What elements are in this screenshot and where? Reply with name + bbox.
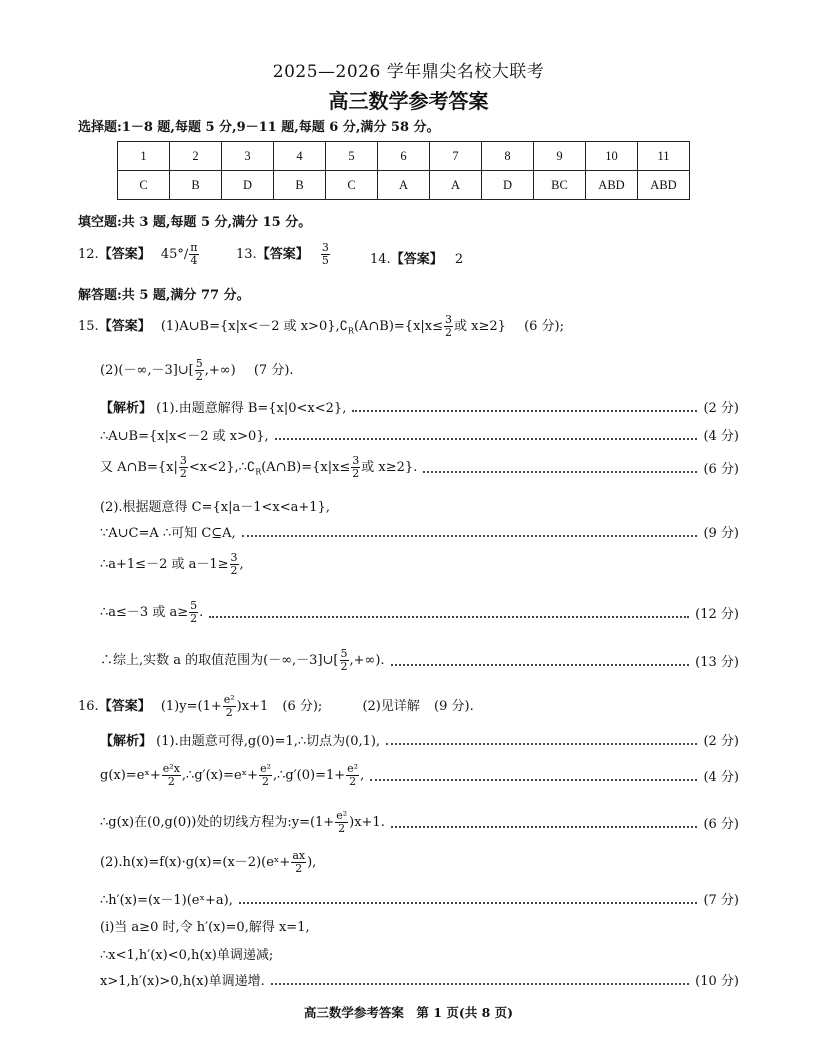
table-cell: 3 — [222, 142, 274, 171]
numerator: e² — [223, 693, 235, 706]
table-cell: 10 — [586, 142, 638, 171]
step-text: ∴h′(x)=(x－1)(eˣ+a), — [100, 893, 233, 908]
denominator: 2 — [230, 564, 238, 577]
table-row-answers — [118, 171, 690, 200]
numerator: 3 — [230, 551, 238, 564]
step-score: (12 分) — [695, 607, 739, 622]
q13-answer — [236, 242, 331, 267]
numerator: e²x — [162, 762, 180, 775]
leader-dots — [386, 743, 697, 745]
leader-dots — [423, 471, 697, 473]
score: (7 分). — [253, 363, 294, 378]
denominator: 2 — [445, 326, 453, 339]
expr: (2)(－∞,－3]∪[ — [100, 363, 194, 378]
fraction — [444, 314, 453, 339]
fraction — [259, 763, 272, 788]
expr: 又 A∩B={x| — [100, 460, 178, 475]
fraction — [230, 552, 239, 577]
fraction — [335, 810, 348, 835]
numerator: 3 — [321, 241, 329, 254]
q16-step-1 — [100, 730, 739, 749]
q12-fraction — [189, 242, 198, 267]
q16-step-8 — [100, 970, 739, 989]
q14-value: 2 — [454, 252, 464, 267]
score: (6 分); — [524, 319, 564, 334]
numerator: 3 — [352, 454, 360, 467]
q13-tag: 【答案】 — [256, 247, 309, 262]
expr: (A∩B)={x|x≤ — [353, 319, 444, 334]
expr: ,∴g′(0)=1+ — [272, 768, 346, 783]
table-cell: 8 — [482, 142, 534, 171]
fraction — [340, 648, 349, 673]
expr: <x<2},∴∁ — [188, 460, 256, 475]
q15-number: 15. — [78, 319, 99, 334]
denominator: 2 — [167, 775, 175, 788]
denominator: 5 — [321, 254, 329, 267]
leader-dots — [391, 664, 690, 666]
expr: 或 x≥2} — [454, 319, 506, 334]
expr: (2)见详解 — [362, 699, 420, 714]
fraction — [346, 763, 359, 788]
denominator: 4 — [190, 254, 198, 267]
step-text: x>1,h′(x)>0,h(x)单调递增. — [100, 974, 265, 989]
score: (6 分); — [282, 699, 323, 714]
step-text: (1).由题意解得 B={x|0<x<2}, — [156, 401, 347, 416]
q16-step-5 — [100, 889, 739, 908]
step-score: (7 分) — [703, 893, 739, 908]
step-score: (2 分) — [703, 734, 739, 749]
denominator: 2 — [225, 706, 233, 719]
denominator: 2 — [349, 775, 357, 788]
step-score: (10 分) — [695, 974, 739, 989]
table-cell: 4 — [274, 142, 326, 171]
fraction — [291, 850, 306, 875]
step-score: (2 分) — [703, 401, 739, 416]
leader-dots — [239, 902, 698, 904]
expr: )x+1 — [236, 699, 269, 714]
q12-tag: 【答案】 — [98, 247, 151, 262]
q15-step-8 — [100, 648, 739, 673]
numerator: 3 — [179, 454, 187, 467]
fraction — [351, 455, 360, 480]
table-cell: 9 — [534, 142, 586, 171]
q15-step-3 — [100, 455, 739, 480]
expr: (2).h(x)=f(x)·g(x)=(x－2)(eˣ+ — [100, 855, 291, 870]
page-footer: 高三数学参考答案 第 1 页(共 8 页) — [303, 1005, 514, 1020]
q15-step-2 — [100, 425, 739, 444]
q15-step-6 — [100, 552, 244, 577]
expr: ∴g(x)在(0,g(0))处的切线方程为:y=(1+ — [100, 815, 335, 830]
fraction — [195, 358, 204, 383]
step-score: (4 分) — [703, 429, 739, 444]
leader-dots — [242, 535, 698, 537]
table-cell: B — [170, 171, 222, 200]
table-cell: ABD — [586, 171, 638, 200]
leader-dots — [391, 826, 698, 828]
fraction — [162, 763, 181, 788]
expr: ), — [307, 855, 317, 870]
q15-step-5 — [100, 522, 739, 541]
q15-answer-line1 — [78, 314, 564, 339]
step-text: (1).由题意可得,g(0)=1,∴切点为(0,1), — [156, 734, 381, 749]
denominator: 2 — [179, 467, 187, 480]
q14-number: 14. — [370, 252, 391, 267]
numerator: 5 — [195, 357, 203, 370]
numerator: ax — [292, 849, 306, 862]
q16-answer-line — [78, 694, 474, 719]
expr: . — [199, 605, 204, 620]
expr: 或 x≥2}. — [361, 460, 418, 475]
q15-answer-line2 — [100, 358, 294, 383]
leader-dots — [275, 438, 698, 440]
q16-number: 16. — [78, 699, 99, 714]
denominator: 2 — [262, 775, 270, 788]
answer-key-title: 高三数学参考答案 — [328, 89, 489, 113]
denominator: 2 — [190, 612, 198, 625]
expr: , — [360, 768, 365, 783]
exam-title: 2025—2026 学年鼎尖名校大联考 — [272, 62, 545, 82]
solve-heading: 解答题:共 5 题,满分 77 分。 — [78, 288, 250, 303]
q12-prefix: 45°/ — [160, 247, 189, 262]
table-cell: 11 — [638, 142, 690, 171]
q15-step-4: (2).根据题意得 C={x|a－1<x<a+1}, — [100, 500, 330, 515]
table-cell: C — [118, 171, 170, 200]
expr: ,+∞) — [204, 363, 236, 378]
leader-dots — [370, 779, 697, 781]
table-cell: 2 — [170, 142, 222, 171]
table-cell: 1 — [118, 142, 170, 171]
q13-fraction — [321, 242, 330, 267]
denominator: 2 — [340, 660, 348, 673]
analysis-tag: 【解析】 — [100, 401, 153, 416]
expr: ,∴g′(x)=eˣ+ — [181, 768, 259, 783]
table-cell: 5 — [326, 142, 378, 171]
q16-step-3 — [100, 810, 739, 835]
table-row-numbers — [118, 142, 690, 171]
numerator: e² — [347, 762, 359, 775]
q15-tag: 【答案】 — [98, 319, 151, 334]
denominator: 2 — [338, 822, 346, 835]
choice-heading: 选择题:1－8 题,每题 5 分,9－11 题,每题 6 分,满分 58 分。 — [78, 120, 440, 135]
numerator: e² — [336, 809, 348, 822]
analysis-tag: 【解析】 — [100, 734, 153, 749]
leader-dots — [209, 616, 689, 618]
subscript: R — [255, 467, 262, 477]
q16-tag: 【答案】 — [98, 699, 151, 714]
q14-answer — [370, 248, 463, 267]
step-text: ∴A∪B={x|x<－2 或 x>0}, — [100, 429, 269, 444]
table-cell: A — [378, 171, 430, 200]
q12-number: 12. — [78, 247, 99, 262]
table-cell: C — [326, 171, 378, 200]
expr: ∴a+1≤－2 或 a－1≥ — [100, 557, 229, 572]
expr: g(x)=eˣ+ — [100, 768, 161, 783]
q13-number: 13. — [236, 247, 257, 262]
q12-answer — [78, 242, 200, 267]
q16-step-6: (i)当 a≥0 时,令 h′(x)=0,解得 x=1, — [100, 920, 310, 935]
table-cell: D — [222, 171, 274, 200]
expr: , — [239, 557, 244, 572]
q15-step-7 — [100, 600, 739, 625]
subscript: R — [347, 326, 354, 336]
expr: ∴a≤－3 或 a≥ — [100, 605, 189, 620]
q16-step-7: ∴x<1,h′(x)<0,h(x)单调递减; — [100, 948, 274, 963]
q16-step-2 — [100, 763, 739, 788]
table-cell: 7 — [430, 142, 482, 171]
denominator: 2 — [295, 862, 303, 875]
table-cell: 6 — [378, 142, 430, 171]
numerator: 5 — [340, 647, 348, 660]
expr: )x+1. — [349, 815, 385, 830]
table-cell: A — [430, 171, 482, 200]
expr: (A∩B)={x|x≤ — [261, 460, 351, 475]
expr: ∴综上,实数 a 的取值范围为(－∞,－3]∪[ — [100, 653, 339, 668]
fill-heading: 填空题:共 3 题,每题 5 分,满分 15 分。 — [78, 215, 312, 230]
q16-step-4 — [100, 850, 316, 875]
step-score: (6 分) — [703, 462, 739, 477]
table-cell: D — [482, 171, 534, 200]
table-cell: ABD — [638, 171, 690, 200]
step-score: (13 分) — [695, 655, 739, 670]
expr: (1)y=(1+ — [160, 699, 222, 714]
step-score: (4 分) — [703, 770, 739, 785]
fraction — [223, 694, 236, 719]
step-text: ∵A∪C=A ∴可知 C⊆A, — [100, 526, 236, 541]
fraction — [189, 600, 198, 625]
fraction — [179, 455, 188, 480]
numerator: π — [190, 241, 198, 254]
denominator: 2 — [352, 467, 360, 480]
step-score: (9 分) — [703, 526, 739, 541]
step-score: (6 分) — [703, 817, 739, 832]
leader-dots — [352, 410, 697, 412]
expr: (1)A∪B={x|x<－2 或 x>0},∁ — [160, 319, 348, 334]
numerator: 3 — [445, 313, 453, 326]
numerator: 5 — [190, 599, 198, 612]
table-cell: B — [274, 171, 326, 200]
leader-dots — [271, 983, 689, 985]
numerator: e² — [260, 762, 271, 775]
denominator: 2 — [195, 370, 203, 383]
q14-tag: 【答案】 — [390, 252, 443, 267]
table-cell: BC — [534, 171, 586, 200]
choice-answer-table — [117, 141, 690, 200]
score: (9 分). — [434, 699, 474, 714]
expr: ,+∞). — [349, 653, 385, 668]
q15-step-1 — [100, 397, 739, 416]
